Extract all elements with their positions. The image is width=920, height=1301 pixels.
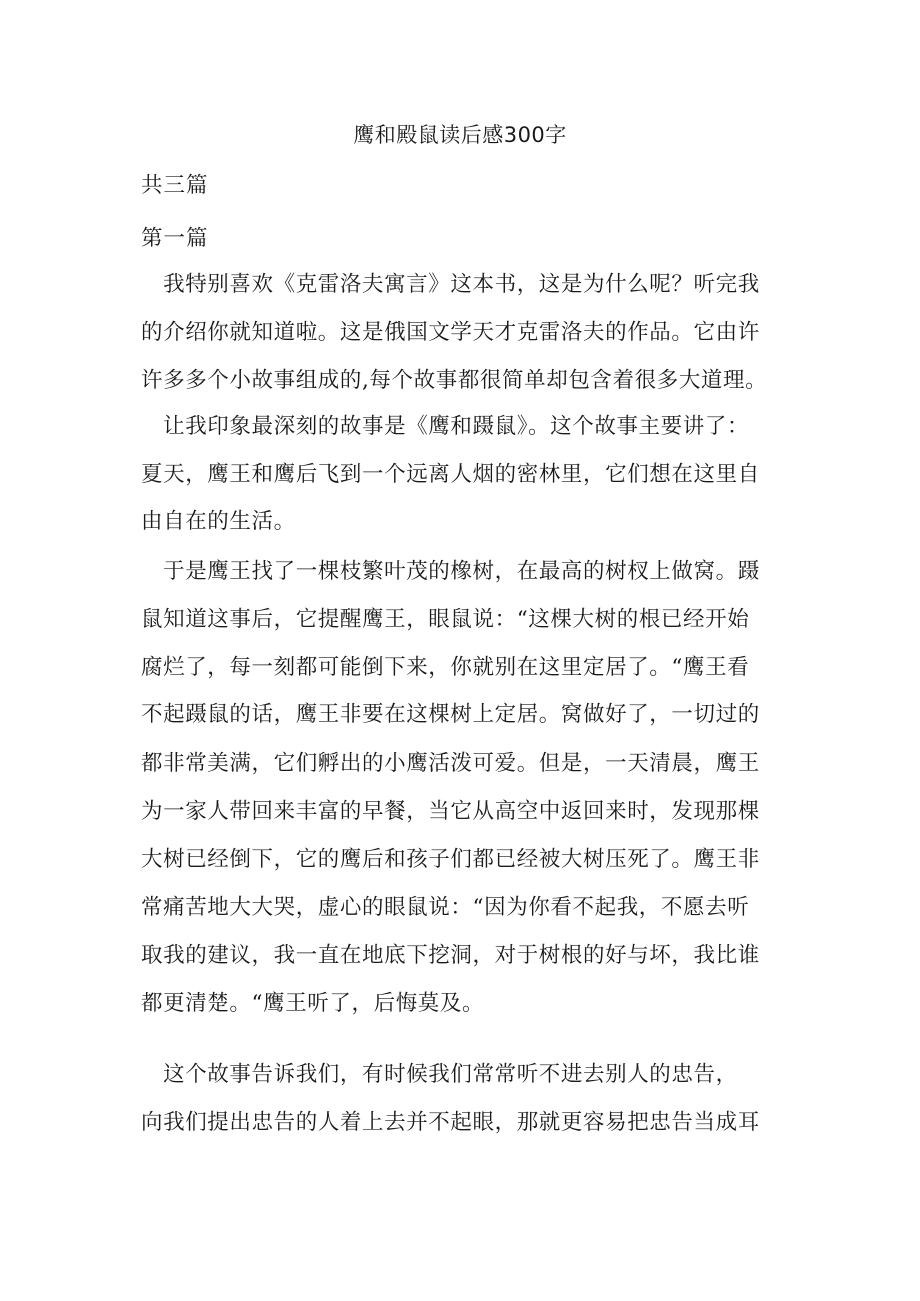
paragraph-line: 取我的建议，我一直在地底下挖洞，对于树根的好与坏，我比谁 <box>141 943 760 968</box>
paragraph-line: 常痛苦地大大哭，虚心的眼鼠说：“因为你看不起我，不愿去听 <box>141 895 750 920</box>
paragraph-line: 让我印象最深刻的故事是《鹰和蹑鼠》。这个故事主要讲了： <box>141 414 750 439</box>
paragraph-line: 我特别喜欢《克雷洛夫寓言》这本书，这是为什么呢？听完我 <box>141 272 760 297</box>
paragraph-line: 于是鹰王找了一棵枝繁叶茂的橡树，在最高的树杈上做窝。蹑 <box>141 559 760 584</box>
paragraph-line: 大树已经倒下，它的鹰后和孩子们都已经被大树压死了。鹰王非 <box>141 847 760 872</box>
paragraph-line: 许多多个小故事组成的,每个故事都很简单却包含着很多大道理。 <box>141 368 768 393</box>
paragraph-line: 不起蹑鼠的话，鹰王非要在这棵树上定居。窝做好了，一切过的 <box>141 702 760 727</box>
paragraph-line: 这个故事告诉我们，有时候我们常常听不进去别人的忠告， <box>141 1062 738 1087</box>
paragraph-line: 鼠知道这事后，它提醒鹰王，眼鼠说：“这棵大树的根已经开始 <box>141 607 750 632</box>
article-count-label: 共三篇 <box>141 173 209 198</box>
paragraph-line: 向我们提出忠告的人着上去并不起眼，那就更容易把忠告当成耳 <box>141 1110 760 1135</box>
paragraph-line: 腐烂了，每一刻都可能倒下来，你就别在这里定居了。“鹰王看 <box>141 655 750 680</box>
paragraph-line: 的介绍你就知道啦。这是俄国文学天才克雷洛夫的作品。它由许 <box>141 320 760 345</box>
paragraph-line: 都非常美满，它们孵出的小鹰活泼可爱。但是，一天清晨，鹰王 <box>141 751 760 776</box>
document-title: 鹰和殿鼠读后感300字 <box>353 123 567 147</box>
paragraph-line: 夏天，鹰王和鹰后飞到一个远离人烟的密林里，它们想在这里自 <box>141 462 760 487</box>
section-heading: 第一篇 <box>141 226 209 251</box>
paragraph-line: 由自在的生活。 <box>141 509 296 534</box>
paragraph-line: 都更清楚。“鹰王听了，后悔莫及。 <box>141 991 485 1016</box>
paragraph-line: 为一家人带回来丰富的早餐，当它从高空中返回来时，发现那棵 <box>141 799 760 824</box>
